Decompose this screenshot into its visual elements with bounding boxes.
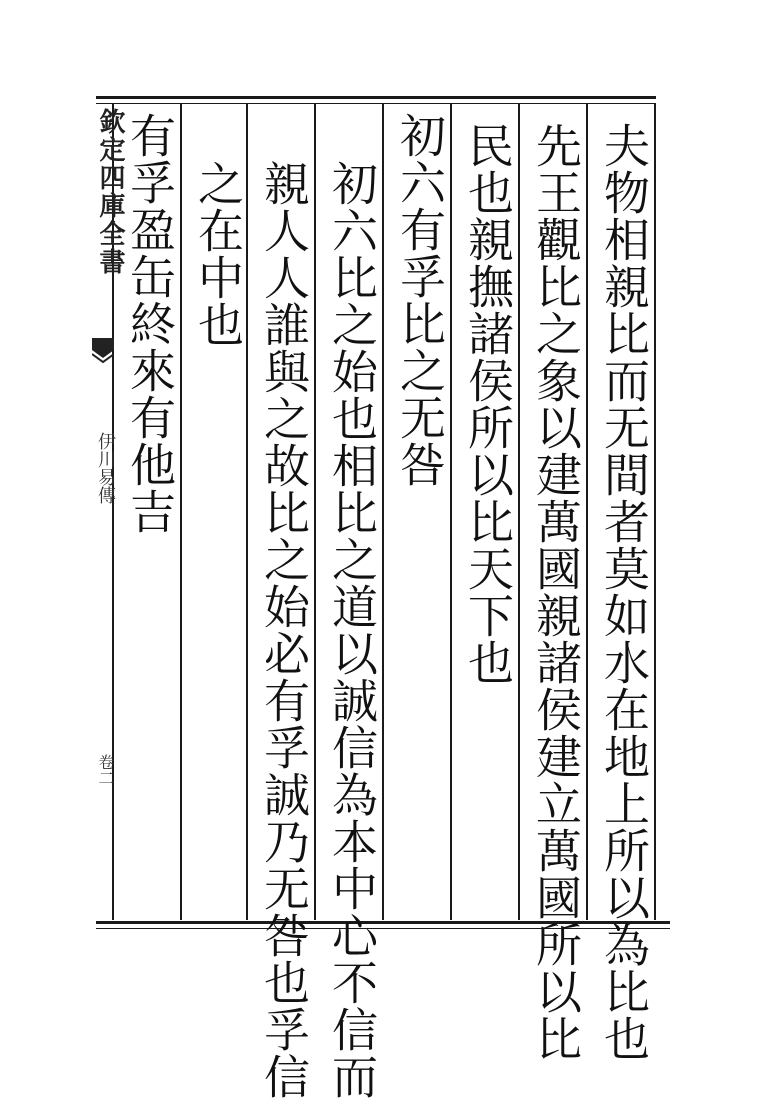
text-column-4: 初六有孚比之无咎	[393, 112, 447, 488]
margin-page-number: 卷二	[96, 754, 115, 786]
text-column-7: 之在中也	[191, 160, 245, 348]
margin-title: 欽定四庫全書	[95, 108, 125, 276]
text-column-1: 夫物相親比而无間者莫如水在地上所以為比也	[597, 122, 651, 1062]
fishtail-ornament-icon	[92, 338, 114, 368]
text-column-3: 民也親撫諸侯所以比天下也	[461, 122, 515, 686]
text-column-5: 初六比之始也相比之道以誠信為本中心不信而	[325, 160, 379, 1100]
column-divider	[450, 104, 452, 920]
column-divider	[246, 104, 248, 920]
text-column-2: 先王觀比之象以建萬國親諸侯建立萬國所以比	[529, 122, 583, 1062]
text-column-8: 有孚盈缶終來有他吉	[123, 112, 177, 535]
column-divider	[586, 104, 588, 920]
column-divider	[180, 104, 182, 920]
text-column-6: 親人人誰與之故比之始必有孚誠乃无咎也孚信	[257, 160, 311, 1100]
column-divider	[382, 104, 384, 920]
column-divider	[314, 104, 316, 920]
margin-book-title: 伊川易傳	[95, 432, 116, 504]
column-divider	[654, 104, 656, 920]
column-divider	[518, 104, 520, 920]
top-border	[96, 96, 656, 99]
